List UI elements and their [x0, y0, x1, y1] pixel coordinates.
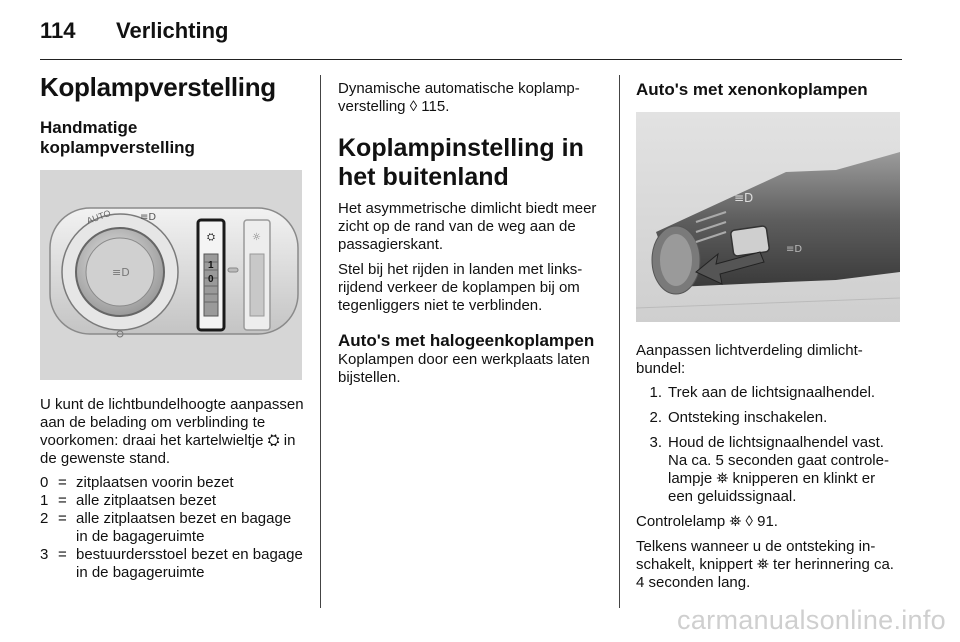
steps-list: [636, 384, 902, 506]
list-item: [40, 510, 306, 546]
body-text-adjust: U kunt de lichtbundelhoogte aanpassen aan de belading om verblinding te voorkomen: draai het kartelwieltje ⛭ in de gewenste stand.: [40, 396, 304, 467]
list-separator: =: [58, 474, 67, 491]
list-key: 0: [40, 474, 49, 491]
section-heading-xenon: Auto's met xenonkoplampen: [636, 80, 868, 99]
page-number: 114: [40, 18, 76, 43]
list-item: [40, 546, 306, 582]
list-value: bestuurdersstoel bezet en bagage in de bagageruimte: [76, 546, 303, 581]
body-text-left-traffic: Stel bij het rijden in landen met linksrijdend verkeer de koplampen bij om tegenliggers niet te verblinden.: [338, 261, 583, 314]
section-heading-headlamp-adjustment: Koplampverstelling: [40, 72, 276, 102]
step-number: 3.: [649, 434, 662, 451]
flash-lever-illustration: [636, 112, 900, 322]
list-separator: =: [58, 492, 67, 509]
auto-label: AUTO: [85, 207, 113, 226]
watermark: carmanualsonline.info: [677, 605, 946, 635]
column-2: [338, 80, 606, 387]
list-separator: =: [58, 546, 67, 563]
body-text-reminder: Telkens wanneer u de ontsteking inschakelt, knippert ⛯ ter herinnering ca. 4 seconden lang.: [636, 538, 894, 591]
step-text: Ontsteking inschakelen.: [668, 409, 828, 426]
svg-text:≡D: ≡D: [112, 266, 130, 279]
svg-text:≡D: ≡D: [140, 212, 157, 223]
list-key: 2: [40, 510, 49, 527]
column-1: [40, 72, 306, 582]
subheading-manual-adjustment: Handmatige koplampverstelling: [40, 118, 195, 157]
list-key: 1: [40, 492, 49, 509]
figure-label-0: 0: [208, 274, 214, 285]
section-heading-abroad: Koplampinstelling in het buitenland: [338, 134, 584, 191]
intro-adjust-distribution: Aanpassen lichtverdeling dimlichtbundel:: [636, 342, 863, 377]
column-3: [636, 80, 902, 592]
subheading-halogen: Auto's met halogeenkoplampen: [338, 331, 595, 350]
list-item: [636, 384, 902, 402]
list-item: [636, 409, 902, 427]
svg-text:⛭: ⛭: [207, 232, 215, 243]
header-rule: [40, 59, 902, 60]
list-value: alle zitplaatsen bezet: [76, 492, 217, 509]
body-text-workshop: Koplampen door een werkplaats laten bijstellen.: [338, 351, 590, 386]
list-item: [636, 434, 902, 506]
svg-text:≡D: ≡D: [734, 191, 754, 205]
step-number: 2.: [649, 409, 662, 426]
list-item: [40, 492, 306, 510]
load-position-list: [40, 474, 306, 582]
headlight-flash-lever-figure: [636, 112, 900, 322]
svg-text:☼: ☼: [252, 232, 261, 243]
body-text-asymmetric: Het asymmetrische dimlicht biedt meer zicht op de rand van de weg aan de passagierskant.: [338, 200, 597, 253]
step-number: 1.: [649, 384, 662, 401]
column-separator-1: [320, 75, 321, 608]
step-text: Trek aan de lichtsignaalhendel.: [668, 384, 876, 401]
list-value: zitplaatsen voorin bezet: [76, 474, 234, 491]
light-switch-figure: [40, 170, 302, 380]
list-value: alle zitplaatsen bezet en bagage in de bagageruimte: [76, 510, 292, 545]
list-item: [40, 474, 306, 492]
list-key: 3: [40, 546, 49, 563]
control-lamp-reference: Controlelamp ⛯ ◊ 91.: [636, 513, 778, 530]
svg-text:≡D: ≡D: [786, 244, 803, 255]
figure-label-1: 1: [208, 260, 214, 271]
intro-dynamic-adjustment: Dynamische automatische koplampverstelling ◊ 115.: [338, 80, 580, 115]
list-separator: =: [58, 510, 67, 527]
light-switch-illustration: [40, 170, 302, 380]
column-separator-2: [619, 75, 620, 608]
step-text: Houd de lichtsignaalhendel vast. Na ca. 5 seconden gaat controlelampje ⛯ knipperen en klinkt er een geluidssignaal.: [668, 434, 889, 505]
chapter-title: Verlichting: [116, 18, 229, 43]
